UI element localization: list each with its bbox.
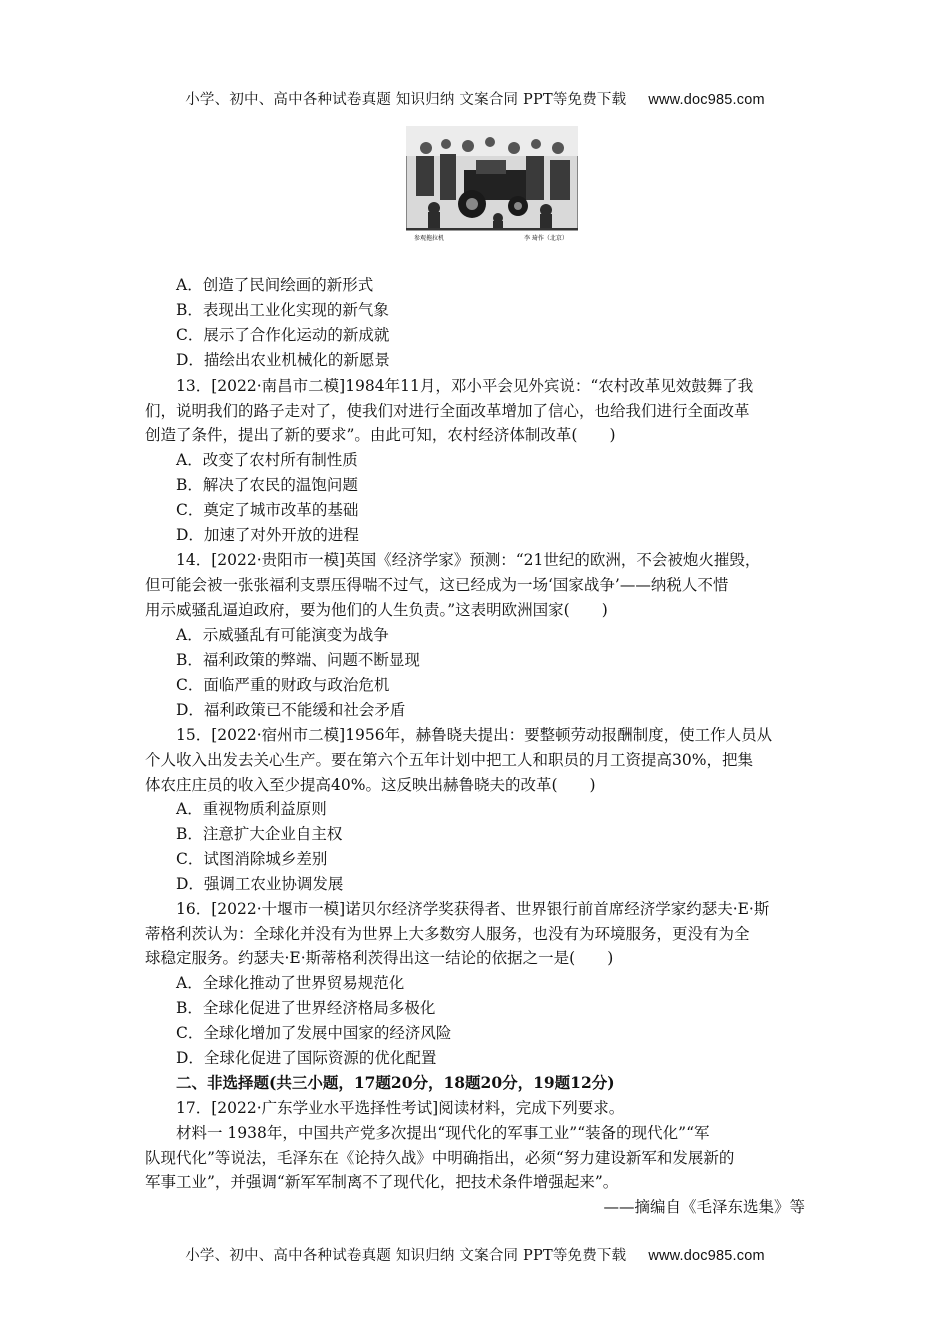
q15-line-1: 15．[2022·宿州市二模]1956年，赫鲁晓夫提出：要整顿劳动报酬制度，使工作人员从: [176, 726, 773, 744]
q16-line-2: 蒂格利茨认为：全球化并没有为世界上大多数穷人服务，也没有为环境服务，更没有为全: [145, 925, 750, 943]
q14-option-a: A．示威骚乱有可能演变为战争: [176, 626, 389, 644]
q17-material-line-2: 队现代化”等说法，毛泽东在《论持久战》中明确指出，必须“努力建设新军和发展新的: [145, 1149, 735, 1167]
q13-close: ): [609, 426, 616, 444]
q16-option-a: A．全球化推动了世界贸易规范化: [176, 974, 405, 992]
q14-line-1: 14．[2022·贵阳市一模]英国《经济学家》预测：“21世纪的欧洲，不会被炮火摧毁，: [176, 551, 761, 569]
caption-right: 李 琦作（北京）: [524, 235, 568, 242]
q13-option-c: C．奠定了城市改革的基础: [176, 501, 359, 519]
q16-option-c: C．全球化增加了发展中国家的经济风险: [176, 1024, 452, 1042]
q13-line-1: 13．[2022·南昌市二模]1984年11月，邓小平会见外宾说：“农村改革见效鼓舞了我: [176, 377, 754, 395]
q16-option-b: B．全球化促进了世界经济格局多极化: [176, 999, 436, 1017]
q15-option-a: A．重视物质利益原则: [176, 800, 327, 818]
q12-option-d: D．描绘出农业机械化的新愿景: [176, 351, 390, 369]
footer-text: 小学、初中、高中各种试卷真题 知识归纳 文案合同 PPT等免费下载: [185, 1248, 627, 1264]
illustration-tractor: [406, 126, 578, 242]
q16-line-3: [145, 948, 613, 968]
footer-site: www.doc985.com: [648, 1248, 765, 1264]
q15-option-b: B．注意扩大企业自主权: [176, 825, 343, 843]
q15-option-c: C．试图消除城乡差别: [176, 850, 328, 868]
q14-line-3: [145, 600, 608, 620]
q17-intro: 17．[2022·广东学业水平选择性考试]阅读材料，完成下列要求。: [176, 1099, 625, 1117]
q13-option-d: D．加速了对外开放的进程: [176, 526, 359, 544]
q16-stem-end: 球稳定服务。约瑟夫·E·斯蒂格利茨得出这一结论的依据之一是(: [145, 949, 576, 967]
q17-material-line-3: 军事工业”，并强调“新军军制离不了现代化，把技术条件增强起来”。: [145, 1173, 619, 1191]
q17-source: ——摘编自《毛泽东选集》等: [603, 1198, 805, 1216]
q13-stem-end: 创造了条件，提出了新的要求”。由此可知，农村经济体制改革(: [145, 426, 578, 444]
q13-line-3: [145, 425, 616, 445]
q16-line-1: 16．[2022·十堰市一模]诺贝尔经济学奖获得者、世界银行前首席经济学家约瑟夫·E·斯: [176, 900, 770, 918]
page-footer: [0, 1244, 950, 1265]
header-text: 小学、初中、高中各种试卷真题 知识归纳 文案合同 PPT等免费下载: [185, 92, 627, 108]
header-site: www.doc985.com: [648, 92, 765, 108]
q12-option-c: C．展示了合作化运动的新成就: [176, 326, 390, 344]
q14-close: ): [601, 601, 608, 619]
section-2-heading: 二、非选择题(共三小题，17题20分，18题20分，19题12分): [176, 1073, 615, 1092]
q16-option-d: D．全球化促进了国际资源的优化配置: [176, 1049, 437, 1067]
q15-close: ): [589, 776, 596, 794]
q12-option-a: A．创造了民间绘画的新形式: [176, 276, 374, 294]
q13-line-2: 们，说明我们的路子走对了，使我们对进行全面改革增加了信心，也给我们进行全面改革: [145, 402, 750, 420]
q17-material-line-1: 材料一 1938年，中国共产党多次提出“现代化的军事工业”“装备的现代化”“军: [176, 1124, 710, 1142]
q15-line-3: [145, 775, 596, 795]
q15-line-2: 个人收入出发去关心生产。要在第六个五年计划中把工人和职员的月工资提高30%，把集: [145, 751, 753, 769]
q14-option-b: B．福利政策的弊端、问题不断显现: [176, 651, 420, 669]
q14-option-c: C．面临严重的财政与政治危机: [176, 676, 390, 694]
q14-option-d: D．福利政策已不能缓和社会矛盾: [176, 701, 406, 719]
q16-close: ): [607, 949, 614, 967]
q12-option-b: B．表现出工业化实现的新气象: [176, 301, 389, 319]
q13-option-b: B．解决了农民的温饱问题: [176, 476, 358, 494]
q13-option-a: A．改变了农村所有制性质: [176, 451, 358, 469]
q15-stem-end: 体农庄庄员的收入至少提高40%。这反映出赫鲁晓夫的改革(: [145, 776, 558, 794]
woodcut-image: [406, 126, 578, 242]
caption-left: 参观拖拉机: [414, 235, 445, 242]
page-header: [0, 88, 950, 109]
q14-stem-end: 用示威骚乱逼迫政府，要为他们的人生负责。”这表明欧洲国家(: [145, 601, 570, 619]
q15-option-d: D．强调工农业协调发展: [176, 875, 344, 893]
q14-line-2: 但可能会被一张张福利支票压得喘不过气，这已经成为一场‘国家战争’——纳税人不惜: [145, 576, 729, 594]
